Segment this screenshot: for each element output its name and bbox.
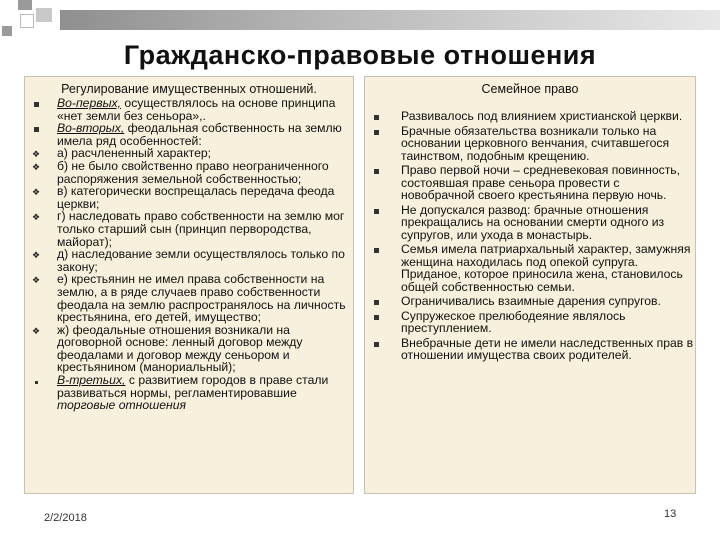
square-bullet-icon: [371, 244, 381, 256]
list-item: Внебрачные дети не имели наследственных прав в отношении имущества своих родителей.: [365, 337, 695, 362]
list-item: ❖ ж) феодальные отношения возникали на договорной основе: ленный договор между феодалами и договор между сеньором и крестьянином (манориальный);: [31, 322, 303, 375]
slide-title: Гражданско-правовые отношения: [123, 40, 597, 70]
diamond-bullet-icon: ❖: [31, 325, 41, 336]
page-number: 13: [664, 508, 677, 520]
diamond-bullet-icon: ❖: [31, 161, 41, 172]
list-item: Ограничивались взаимные дарения супругов.: [365, 295, 695, 308]
square-bullet-icon: [31, 123, 41, 135]
header-bar: [60, 10, 720, 30]
list-item: ❖ б) не было свойственно право неограниченного распоряжения земельной собственностью;: [31, 158, 329, 186]
list-item: Семья имела патриархальный характер, замужняя женщина находилась под опекой супруга. Приданое, которое приносила жена, становилось общей собственностью семьи.: [365, 243, 695, 293]
list-item: Право первой ночи – средневековая повинность, состоявшая праве сеньора провести с новобрачной своего крестьянина первую ночь.: [365, 164, 695, 202]
deco-square: [18, 0, 32, 10]
list-item: Во-первых, осуществлялось на основе принципа «нет земли без сеньора»,.: [25, 97, 353, 122]
square-bullet-icon: [371, 338, 381, 350]
right-panel-heading: Семейное право: [481, 82, 579, 96]
list-item: Супружеское прелюбодеяние являлось преступлением.: [365, 310, 695, 335]
deco-square: [2, 26, 12, 36]
small-square-bullet-icon: [31, 375, 41, 387]
list-item: ❖ в) категорически воспрещалась передача феода церкви;: [31, 184, 335, 211]
list-item: В-третьих, с развитием городов в праве стали развиваться нормы, регламентировавшие торговые отношения: [25, 374, 353, 412]
list-item: Не допускался развод: брачные отношения прекращались на основании смерти одного из супругов, или ухода в монастырь.: [365, 204, 695, 242]
deco-square: [20, 14, 34, 28]
list-item: Брачные обязательства возникали только на основании церковного венчания, считавшегося таинством, подобным крещению.: [365, 125, 695, 163]
list-item: ❖ е) крестьянин не имел права собственности на землю, а в ряде случаев право собственности феодала на землю распространялось на личность крестьянина, его детей, имущество;: [31, 272, 346, 325]
list-item: ❖ г) наследовать право собственности на землю мог только старший сын (принцип первородства, майорат);: [31, 209, 345, 249]
diamond-bullet-icon: ❖: [31, 212, 41, 223]
footer-date: 2/2/2018: [44, 512, 87, 524]
list-item: Во-вторых, феодальная собственность на землю имела ряд особенностей:: [25, 122, 353, 147]
diamond-bullet-icon: ❖: [31, 187, 41, 198]
square-bullet-icon: [371, 296, 381, 308]
family-law-list: [365, 110, 695, 362]
list-item: ❖ д) наследование земли осуществлялось только по закону;: [31, 247, 345, 274]
left-panel-heading: Регулирование имущественных отношений.: [61, 82, 317, 96]
property-list: [25, 97, 353, 412]
family-law-panel: [364, 76, 696, 494]
square-bullet-icon: [371, 111, 381, 123]
diamond-bullet-icon: ❖: [31, 149, 41, 160]
square-bullet-icon: [371, 311, 381, 323]
diamond-bullet-icon: ❖: [31, 275, 41, 286]
property-relations-panel: [24, 76, 354, 494]
square-bullet-icon: [31, 98, 41, 110]
deco-square: [36, 8, 52, 22]
square-bullet-icon: [371, 205, 381, 217]
list-item: Развивалось под влиянием христианской церкви.: [365, 110, 695, 123]
square-bullet-icon: [371, 126, 381, 138]
list-item: ❖ а) расчлененный характер;: [31, 146, 212, 161]
diamond-bullet-icon: ❖: [31, 250, 41, 261]
square-bullet-icon: [371, 165, 381, 177]
